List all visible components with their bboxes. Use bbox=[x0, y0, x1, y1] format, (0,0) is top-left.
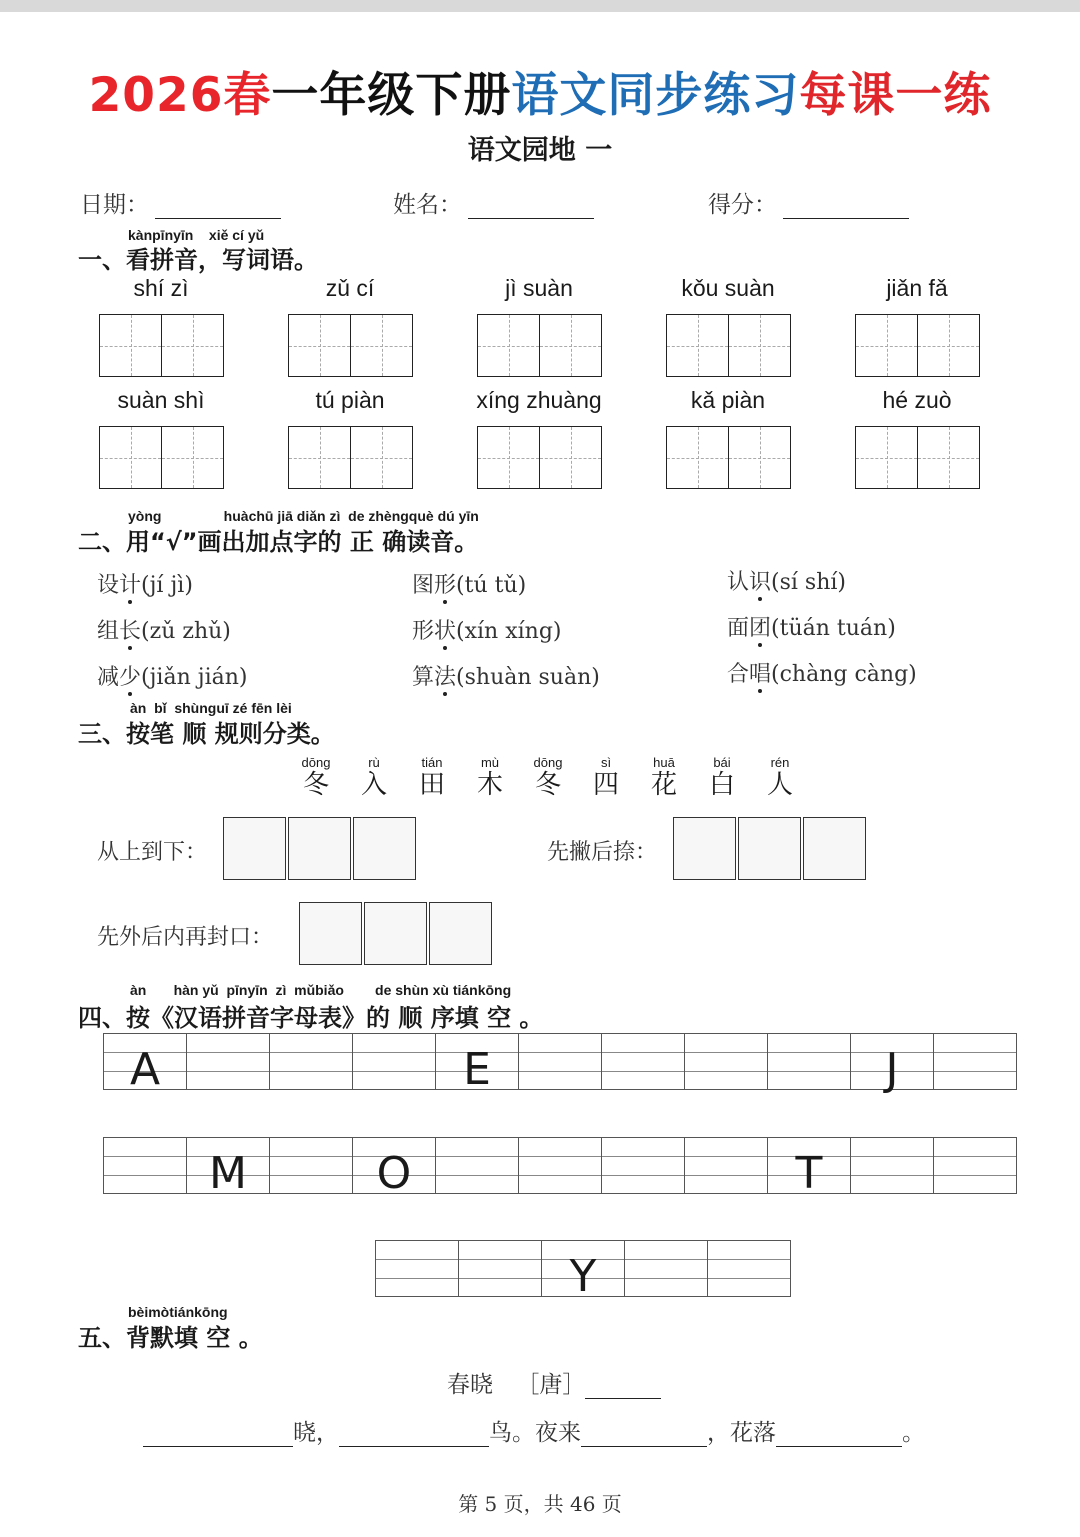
grid-cell[interactable] bbox=[539, 315, 601, 376]
char-pinyin: mù bbox=[480, 755, 500, 770]
alphabet-cell[interactable] bbox=[767, 1138, 850, 1199]
question-char: 减 bbox=[97, 665, 120, 690]
date-label: 日期： bbox=[80, 192, 149, 218]
alphabet-cell[interactable] bbox=[850, 1138, 933, 1193]
alphabet-letter: J bbox=[885, 1044, 899, 1095]
char-pinyin: tián bbox=[421, 755, 443, 770]
word-pinyin: shí zì bbox=[133, 275, 189, 301]
grid-cell[interactable] bbox=[856, 315, 917, 376]
alphabet-row-3 bbox=[375, 1240, 791, 1302]
char-pinyin: bái bbox=[713, 755, 731, 770]
question-char: 图 bbox=[412, 573, 435, 598]
alphabet-cell[interactable] bbox=[767, 1034, 850, 1089]
alphabet-letter: Y bbox=[569, 1251, 597, 1302]
tian-zi-grid[interactable] bbox=[288, 314, 413, 377]
word-pinyin: xíng zhuàng bbox=[476, 387, 602, 413]
tian-zi-grid[interactable] bbox=[855, 426, 980, 489]
name-field bbox=[393, 186, 594, 219]
poem-line bbox=[143, 1414, 925, 1447]
alphabet-row-2 bbox=[103, 1137, 1017, 1199]
word-pinyin: kǒu suàn bbox=[681, 275, 775, 301]
alphabet-cell[interactable] bbox=[518, 1138, 601, 1193]
char-hanzi: 木 bbox=[476, 770, 503, 800]
char-hanzi: 冬 bbox=[534, 770, 561, 800]
stroke-char bbox=[760, 755, 800, 800]
dotted-char: 识 bbox=[749, 570, 772, 595]
char-hanzi: 人 bbox=[766, 770, 793, 800]
grid-cell[interactable] bbox=[667, 315, 728, 376]
poem-title: 春晓 bbox=[447, 1372, 493, 1398]
poem-text-2: 鸟。夜来 bbox=[489, 1420, 581, 1446]
answer-box[interactable] bbox=[673, 817, 736, 880]
grid-cell[interactable] bbox=[917, 315, 979, 376]
tian-zi-grid[interactable] bbox=[855, 314, 980, 377]
dotted-char: 形 bbox=[434, 573, 457, 598]
score-field bbox=[708, 186, 909, 219]
answer-box[interactable] bbox=[738, 817, 801, 880]
alphabet-cell[interactable] bbox=[435, 1034, 518, 1095]
date-blank[interactable] bbox=[155, 196, 281, 219]
pinyin-options[interactable]: (shuàn suàn) bbox=[456, 665, 600, 690]
alphabet-cell[interactable] bbox=[186, 1034, 269, 1089]
alphabet-cell[interactable] bbox=[435, 1138, 518, 1193]
boxes-outside-inside-close bbox=[299, 902, 494, 965]
alphabet-letter: E bbox=[463, 1044, 491, 1095]
grid-cell[interactable] bbox=[100, 315, 161, 376]
question-char: 合 bbox=[727, 662, 750, 687]
question-char: 面 bbox=[727, 616, 750, 641]
grid-cell[interactable] bbox=[539, 427, 601, 488]
alphabet-cell[interactable] bbox=[541, 1241, 624, 1302]
dotted-char: 法 bbox=[434, 665, 457, 690]
answer-box[interactable] bbox=[803, 817, 866, 880]
alphabet-cell[interactable] bbox=[269, 1034, 352, 1089]
poem-blank-2[interactable] bbox=[339, 1426, 489, 1447]
question-char: 形 bbox=[412, 619, 435, 644]
char-pinyin: dōng bbox=[533, 755, 563, 770]
grid-cell[interactable] bbox=[161, 427, 223, 488]
alphabet-cell[interactable] bbox=[684, 1034, 767, 1089]
title-part-year: 2026春 bbox=[88, 68, 272, 123]
reading-question[interactable] bbox=[412, 660, 600, 691]
name-label: 姓名： bbox=[393, 192, 462, 218]
poem-blank-4[interactable] bbox=[776, 1426, 902, 1447]
word-pinyin: suàn shì bbox=[117, 387, 205, 413]
label-top-to-bottom: 从上到下： bbox=[97, 840, 208, 865]
stroke-char bbox=[412, 755, 452, 800]
top-gray-bar bbox=[0, 0, 1080, 12]
s3-pinyin: àn bǐ shùnguī zé fēn lèi bbox=[130, 700, 292, 716]
alphabet-cell[interactable] bbox=[104, 1138, 186, 1193]
dotted-char: 少 bbox=[119, 665, 142, 690]
tian-zi-grid[interactable] bbox=[99, 314, 224, 377]
score-label: 得分： bbox=[708, 192, 777, 218]
alphabet-cell[interactable] bbox=[933, 1034, 1016, 1089]
pinyin-options[interactable]: (xín xíng) bbox=[456, 619, 562, 644]
grid-cell[interactable] bbox=[728, 315, 790, 376]
s4-title: 四、按《汉语拼音字母表》的 顺 序填 空 。 bbox=[78, 1004, 544, 1032]
boxes-top-to-bottom bbox=[223, 817, 418, 880]
tian-zi-grid[interactable] bbox=[477, 426, 602, 489]
poem-heading bbox=[447, 1366, 661, 1399]
word-pinyin: hé zuò bbox=[882, 387, 952, 413]
alphabet-letter: O bbox=[376, 1148, 412, 1199]
poem-dynasty: ［唐］ bbox=[516, 1372, 586, 1398]
alphabet-cell[interactable] bbox=[933, 1138, 1016, 1193]
name-blank[interactable] bbox=[468, 196, 594, 219]
grid-cell[interactable] bbox=[100, 427, 161, 488]
pinyin-options[interactable]: (zǔ zhǔ) bbox=[141, 619, 231, 644]
alphabet-cell[interactable] bbox=[458, 1241, 541, 1296]
reading-question[interactable] bbox=[727, 657, 917, 688]
stroke-char bbox=[470, 755, 510, 800]
reading-question[interactable] bbox=[727, 611, 896, 642]
s1-title: 一、看拼音，写词语。 bbox=[78, 246, 318, 274]
question-char: 组 bbox=[97, 619, 120, 644]
s3-title: 三、按笔 顺 规则分类。 bbox=[78, 720, 335, 748]
char-hanzi: 四 bbox=[592, 770, 619, 800]
char-hanzi: 入 bbox=[360, 770, 387, 800]
alphabet-cell[interactable] bbox=[707, 1241, 790, 1296]
boxes-pie-then-na bbox=[673, 817, 868, 880]
alphabet-cell[interactable] bbox=[376, 1241, 458, 1296]
alphabet-letter: A bbox=[129, 1044, 161, 1095]
answer-box[interactable] bbox=[223, 817, 286, 880]
s1-pinyin: kànpīnyīn xiě cí yǔ bbox=[128, 227, 265, 243]
alphabet-cell[interactable] bbox=[104, 1034, 186, 1095]
word-pinyin: jiǎn fǎ bbox=[886, 275, 948, 301]
tian-zi-grid[interactable] bbox=[666, 426, 791, 489]
tian-zi-grid[interactable] bbox=[666, 314, 791, 377]
alphabet-cell[interactable] bbox=[624, 1241, 707, 1296]
page-title bbox=[0, 58, 1080, 125]
answer-box[interactable] bbox=[353, 817, 416, 880]
grid-cell[interactable] bbox=[161, 315, 223, 376]
date-field bbox=[80, 186, 281, 219]
alphabet-cell[interactable] bbox=[601, 1034, 684, 1089]
poem-blank-1[interactable] bbox=[143, 1426, 293, 1447]
char-hanzi: 花 bbox=[650, 770, 677, 800]
grid-cell[interactable] bbox=[728, 427, 790, 488]
alphabet-cell[interactable] bbox=[352, 1138, 435, 1199]
s2-pinyin: yòng huàchū jiā diǎn zì de zhèngquè dú yīn bbox=[128, 508, 479, 524]
word-pinyin: tú piàn bbox=[315, 387, 385, 413]
pinyin-options[interactable]: (tú tǔ) bbox=[456, 573, 527, 598]
author-blank[interactable] bbox=[585, 1378, 661, 1399]
grid-cell[interactable] bbox=[289, 315, 350, 376]
stroke-char bbox=[296, 755, 336, 800]
alphabet-letter: T bbox=[795, 1148, 823, 1199]
alphabet-cell[interactable] bbox=[269, 1138, 352, 1193]
grid-cell[interactable] bbox=[667, 427, 728, 488]
alphabet-row-1 bbox=[103, 1033, 1017, 1095]
reading-question[interactable] bbox=[97, 614, 231, 645]
page-subtitle: 语文园地 一 bbox=[467, 135, 613, 166]
poem-text-4: 。 bbox=[902, 1420, 925, 1446]
grid-cell[interactable] bbox=[917, 427, 979, 488]
tian-zi-grid[interactable] bbox=[288, 426, 413, 489]
answer-box[interactable] bbox=[299, 902, 362, 965]
char-hanzi: 田 bbox=[418, 770, 445, 800]
title-part-lesson: 每课一练 bbox=[799, 68, 992, 123]
question-char: 算 bbox=[412, 665, 435, 690]
stroke-char bbox=[528, 755, 568, 800]
word-pinyin: zǔ cí bbox=[325, 275, 375, 301]
stroke-char bbox=[644, 755, 684, 800]
question-char: 认 bbox=[727, 570, 750, 595]
dotted-char: 计 bbox=[119, 573, 142, 598]
score-blank[interactable] bbox=[783, 196, 909, 219]
dotted-char: 长 bbox=[119, 619, 142, 644]
grid-cell[interactable] bbox=[478, 315, 539, 376]
word-pinyin: jì suàn bbox=[505, 275, 573, 301]
grid-cell[interactable] bbox=[856, 427, 917, 488]
pinyin-options[interactable]: (sí shí) bbox=[771, 570, 847, 595]
char-pinyin: sì bbox=[600, 755, 612, 770]
grid-cell[interactable] bbox=[350, 427, 412, 488]
poem-text-1: 晓， bbox=[293, 1420, 339, 1446]
pinyin-options[interactable]: (jí jì) bbox=[141, 573, 193, 598]
char-pinyin: dōng bbox=[301, 755, 331, 770]
stroke-char bbox=[702, 755, 742, 800]
label-outside-inside-close: 先外后内再封口： bbox=[97, 925, 274, 950]
alphabet-cell[interactable] bbox=[850, 1034, 933, 1095]
word-pinyin: kǎ piàn bbox=[690, 387, 766, 413]
reading-question[interactable] bbox=[97, 660, 247, 691]
grid-cell[interactable] bbox=[478, 427, 539, 488]
answer-box[interactable] bbox=[288, 817, 351, 880]
char-hanzi: 冬 bbox=[302, 770, 329, 800]
char-hanzi: 白 bbox=[708, 770, 735, 800]
tian-zi-grid[interactable] bbox=[477, 314, 602, 377]
poem-blank-3[interactable] bbox=[581, 1426, 707, 1447]
grid-cell[interactable] bbox=[350, 315, 412, 376]
stroke-char bbox=[354, 755, 394, 800]
pinyin-options[interactable]: (tüán tuán) bbox=[771, 616, 896, 641]
char-pinyin: rù bbox=[368, 755, 380, 770]
dotted-char: 团 bbox=[749, 616, 772, 641]
label-pie-then-na: 先撇后捺： bbox=[547, 840, 658, 865]
alphabet-cell[interactable] bbox=[518, 1034, 601, 1089]
question-char: 设 bbox=[97, 573, 120, 598]
alphabet-cell[interactable] bbox=[684, 1138, 767, 1193]
s2-title: 二、用“√”画出加点字的 正 确读音。 bbox=[78, 528, 479, 556]
alphabet-cell[interactable] bbox=[186, 1138, 269, 1199]
dotted-char: 唱 bbox=[749, 662, 772, 687]
pinyin-options[interactable]: (chàng càng) bbox=[771, 662, 917, 687]
answer-box[interactable] bbox=[364, 902, 427, 965]
grid-cell[interactable] bbox=[289, 427, 350, 488]
reading-question[interactable] bbox=[97, 568, 193, 599]
tian-zi-grid[interactable] bbox=[99, 426, 224, 489]
alphabet-letter: M bbox=[209, 1148, 247, 1199]
title-part-grade: 一年级下册 bbox=[271, 68, 512, 123]
alphabet-cell[interactable] bbox=[352, 1034, 435, 1089]
alphabet-cell[interactable] bbox=[601, 1138, 684, 1193]
char-pinyin: huā bbox=[653, 755, 675, 770]
title-part-subject: 语文同步练习 bbox=[511, 68, 800, 123]
pinyin-options[interactable]: (jiǎn jián) bbox=[141, 665, 248, 690]
s5-pinyin: bèimòtiánkōng bbox=[128, 1304, 228, 1320]
char-pinyin: rén bbox=[770, 755, 790, 770]
dotted-char: 状 bbox=[434, 619, 457, 644]
reading-question[interactable] bbox=[727, 565, 846, 596]
s5-title: 五、背默填 空 。 bbox=[78, 1324, 263, 1352]
stroke-char bbox=[586, 755, 626, 800]
s4-pinyin: àn hàn yǔ pīnyīn zì mǔbiǎo de shùn xù tiánkōng bbox=[130, 982, 512, 998]
reading-question[interactable] bbox=[412, 568, 526, 599]
page-footer: 第 5 页，共 46 页 bbox=[458, 1492, 622, 1516]
answer-box[interactable] bbox=[429, 902, 492, 965]
reading-question[interactable] bbox=[412, 614, 562, 645]
poem-text-3: ，花落 bbox=[707, 1420, 776, 1446]
